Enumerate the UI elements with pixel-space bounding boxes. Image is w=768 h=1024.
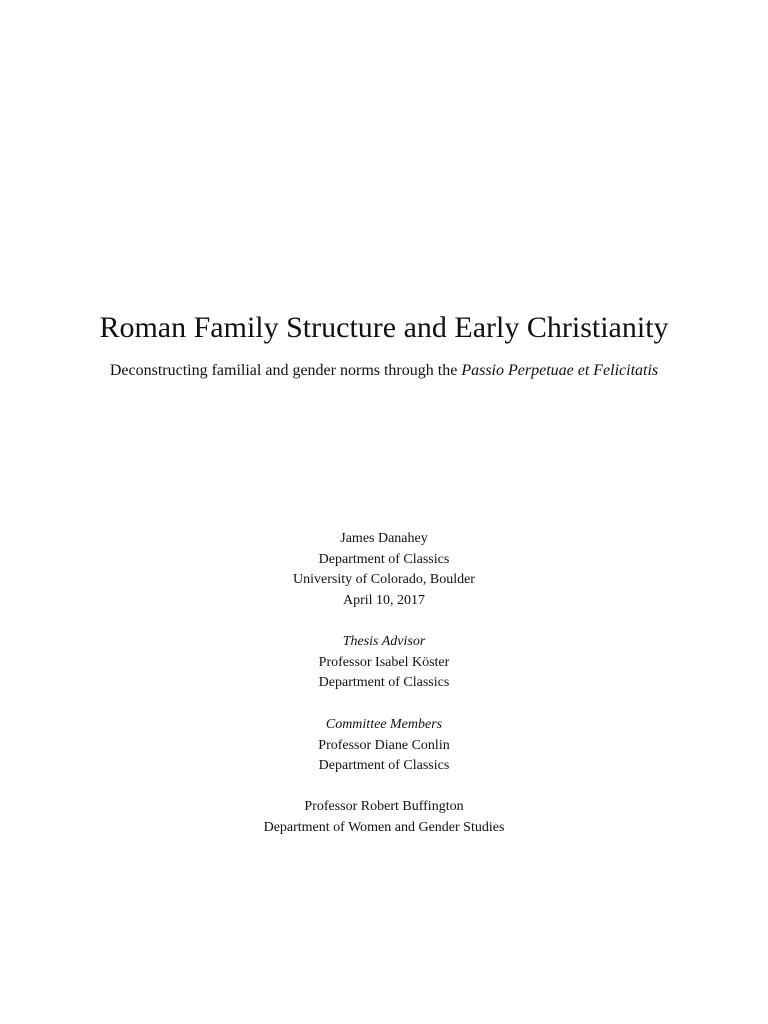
committee-member-department: Department of Classics (318, 758, 450, 774)
document-title: Roman Family Structure and Early Christianity (99, 311, 669, 344)
advisor-department: Department of Classics (318, 675, 450, 691)
committee-member-name: Professor Robert Buffington (304, 799, 464, 814)
advisor-heading: Thesis Advisor (342, 634, 426, 649)
committee-block (0, 715, 768, 777)
committee-member-department: Department of Women and Gender Studies (263, 819, 505, 835)
author-block (0, 529, 768, 612)
author-university: University of Colorado, Boulder (293, 572, 475, 588)
committee-member-block (0, 797, 768, 838)
author-name: James Danahey (340, 531, 428, 546)
submission-date: April 10, 2017 (342, 593, 426, 609)
document-subtitle (0, 360, 768, 382)
committee-member-name: Professor Diane Conlin (318, 737, 450, 753)
subtitle-text: Deconstructing familial and gender norms through the (109, 362, 462, 379)
subtitle-work-title: Passio Perpetuae et Felicitatis (461, 362, 659, 379)
advisor-block (0, 632, 768, 694)
advisor-name: Professor Isabel Köster (318, 654, 450, 670)
author-department: Department of Classics (318, 551, 450, 567)
committee-heading: Committee Members (325, 717, 443, 732)
